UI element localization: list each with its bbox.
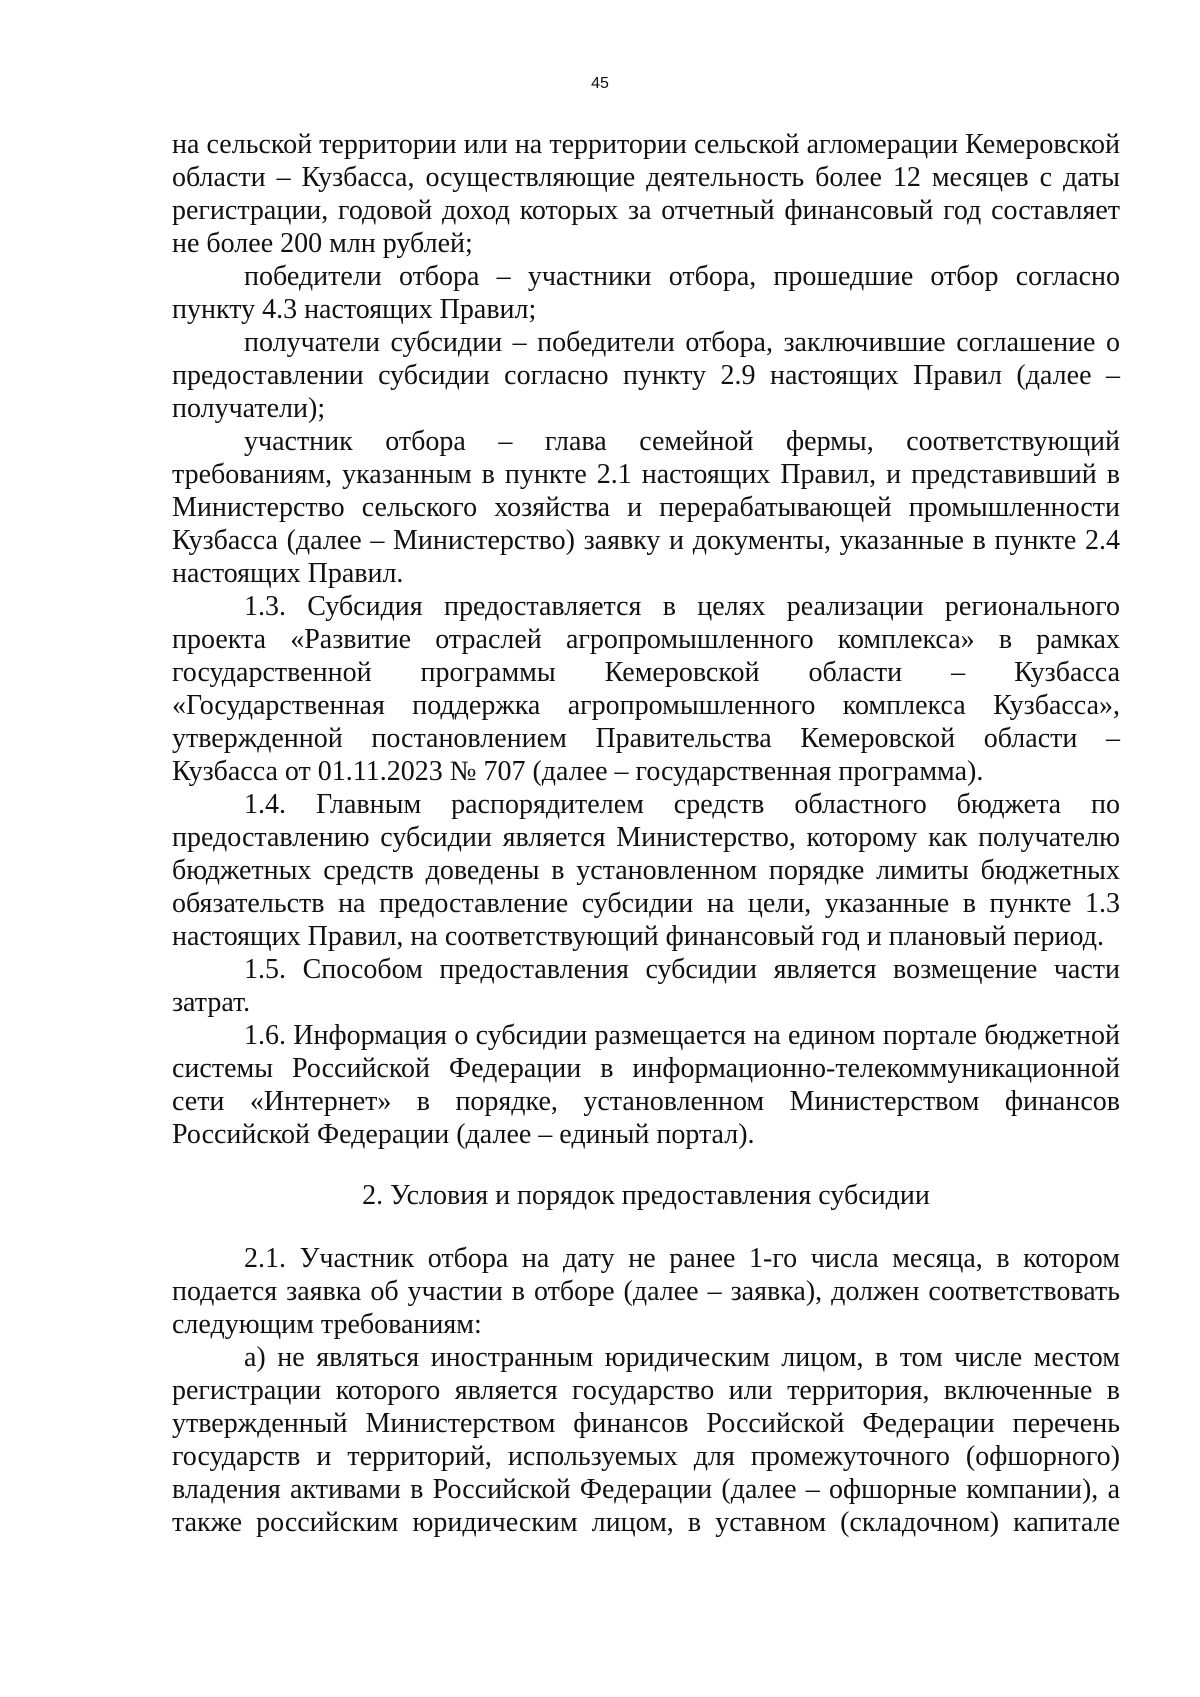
paragraph-1-5: 1.5. Способом предоставления субсидии является возмещение части затрат. xyxy=(172,954,1120,1018)
paragraph-1-6: 1.6. Информация о субсидии размещается на едином портале бюджетной системы Российской Федерации в информационно-телекоммуникационной сети «Интернет» в порядке, установленном Министерством финансов Российской Федерации (далее – единый портал). xyxy=(172,1020,1120,1150)
paragraph-1-3: 1.3. Субсидия предоставляется в целях реализации регионального проекта «Развитие отраслей агропромышленного комплекса» в рамках государственной программы Кемеровской области – Кузбасса «Государственная поддержка агропромышленного комплекса Кузбасса», утвержденной постановлением Правительства Кемеровской области – Кузбасса от 01.11.2023 № 707 (далее – государственная программа). xyxy=(172,591,1120,787)
paragraph-recipients-definition: получатели субсидии – победители отбора, заключившие соглашение о предоставлении субсидии согласно пункту 2.9 настоящих Правил (далее – получатели); xyxy=(172,327,1120,424)
paragraph-continuation: на сельской территории или на территории сельской агломерации Кемеровской области – Кузбасса, осуществляющие деятельность более 12 месяцев с даты регистрации, годовой доход которых за отчетный финансовый год составляет не более 200 млн рублей; xyxy=(172,129,1120,259)
paragraph-2-1: 2.1. Участник отбора на дату не ранее 1-го числа месяца, в котором подается заявка об участии в отборе (далее – заявка), должен соответствовать следующим требованиям: xyxy=(172,1243,1120,1340)
paragraph-1-4: 1.4. Главным распорядителем средств областного бюджета по предоставлению субсидии является Министерство, которому как получателю бюджетных средств доведены в установленном порядке лимиты бюджетных обязательств на предоставление субсидии на цели, указанные в пункте 1.3 настоящих Правил, на соответствующий финансовый год и плановый период. xyxy=(172,789,1120,952)
paragraph-participant-definition: участник отбора – глава семейной фермы, соответствующий требованиям, указанным в пункте 2.1 настоящих Правил, и представивший в Министерство сельского хозяйства и перерабатывающей промышленности Кузбасса (далее – Министерство) заявку и документы, указанные в пункте 2.4 настоящих Правил. xyxy=(172,426,1120,589)
document-body xyxy=(172,128,1120,1539)
paragraph-winners-definition: победители отбора – участники отбора, прошедшие отбор согласно пункту 4.3 настоящих Правил; xyxy=(172,261,1120,325)
page-number: 45 xyxy=(591,75,609,92)
paragraph-2-1-a: а) не являться иностранным юридическим лицом, в том числе местом регистрации которого является государство или территория, включенные в утвержденный Министерством финансов Российской Федерации перечень государств и территорий, используемых для промежуточного (офшорного) владения активами в Российской Федерации (далее – офшорные компании), а также российским юридическим лицом, в уставном (складочном) капитале xyxy=(172,1342,1120,1538)
section-heading: 2. Условия и порядок предоставления субсидии xyxy=(362,1180,930,1211)
